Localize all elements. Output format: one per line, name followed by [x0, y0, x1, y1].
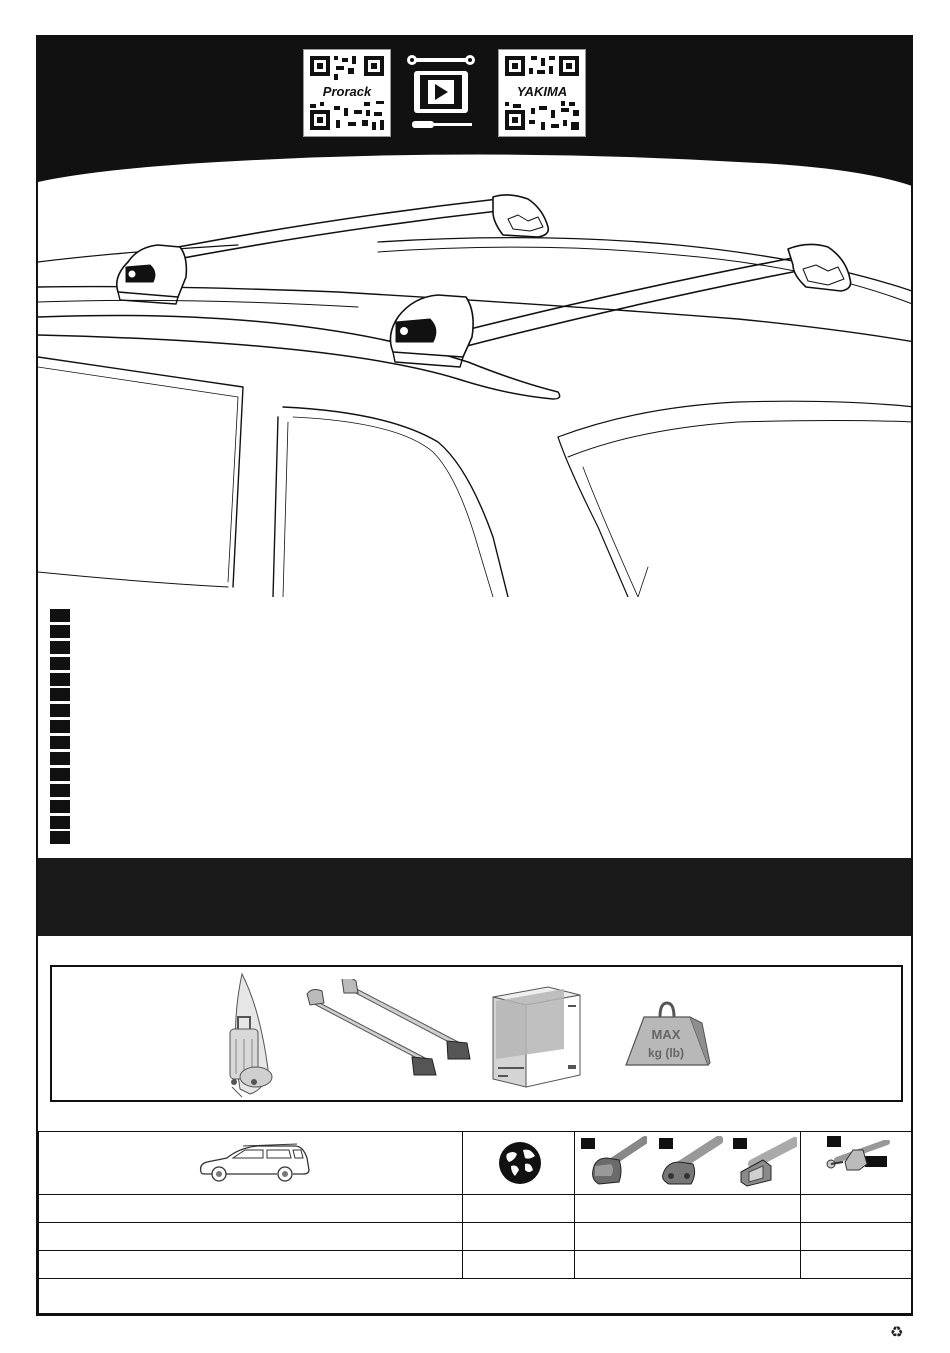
table-row	[39, 1195, 914, 1223]
roof-bars-on-car-illustration	[38, 167, 911, 597]
table-cell	[575, 1223, 801, 1251]
screwdriver-icon	[412, 121, 472, 128]
prorack-logo: Prorack	[310, 83, 384, 101]
table-cell	[39, 1195, 463, 1223]
vehicle-column-header	[39, 1132, 463, 1195]
table-cell	[801, 1251, 914, 1279]
wrench-icon	[407, 55, 475, 65]
table-row	[39, 1223, 914, 1251]
video-tutorial-icon[interactable]	[404, 51, 478, 133]
recycle-icon: ♻	[890, 1323, 904, 1341]
table-cell	[463, 1223, 575, 1251]
fitting-kit-box-icon	[488, 979, 584, 1091]
foot-type-column-header	[575, 1132, 801, 1195]
station-wagon-icon	[197, 1142, 312, 1184]
table-cell	[575, 1251, 801, 1279]
fitting-table	[38, 1131, 913, 1314]
kit-contents-box	[50, 965, 903, 1102]
foot-c-icon	[731, 1136, 797, 1190]
weight-max-label: MAX	[651, 1027, 681, 1042]
table-row	[39, 1251, 914, 1279]
title-band	[38, 858, 911, 936]
language-box	[50, 657, 70, 670]
table-cell	[39, 1251, 463, 1279]
luggage-surfboard-icon	[220, 969, 290, 1099]
language-box	[50, 720, 70, 733]
roof-bars-pair-icon	[302, 979, 472, 1084]
table-footer-row	[39, 1279, 914, 1314]
table-footer-cell	[39, 1279, 914, 1314]
yakima-logo: YAKIMA	[505, 83, 579, 101]
kit-column-header	[801, 1132, 914, 1195]
table-cell	[463, 1251, 575, 1279]
language-box	[50, 831, 70, 844]
language-box	[50, 768, 70, 781]
language-box	[50, 736, 70, 749]
language-box	[50, 704, 70, 717]
language-box	[50, 625, 70, 638]
qr-code-yakima[interactable]	[498, 49, 586, 137]
language-box	[50, 673, 70, 686]
instruction-sheet	[36, 35, 913, 1316]
table-cell	[463, 1195, 575, 1223]
language-box	[50, 816, 70, 829]
language-box	[50, 752, 70, 765]
language-list	[50, 609, 72, 847]
kit-part-icon	[823, 1140, 895, 1176]
table-cell	[575, 1195, 801, 1223]
table-cell	[801, 1195, 914, 1223]
weight-icon	[622, 999, 712, 1069]
globe-icon	[497, 1140, 543, 1186]
foot-a-icon	[585, 1136, 647, 1190]
table-cell	[801, 1223, 914, 1251]
language-box	[50, 609, 70, 622]
region-column-header	[463, 1132, 575, 1195]
language-box	[50, 688, 70, 701]
weight-unit-label: kg (lb)	[648, 1046, 684, 1060]
language-box	[50, 784, 70, 797]
language-box	[50, 641, 70, 654]
foot-b-icon	[657, 1136, 723, 1190]
qr-code-prorack[interactable]	[303, 49, 391, 137]
table-cell	[39, 1223, 463, 1251]
language-box	[50, 800, 70, 813]
